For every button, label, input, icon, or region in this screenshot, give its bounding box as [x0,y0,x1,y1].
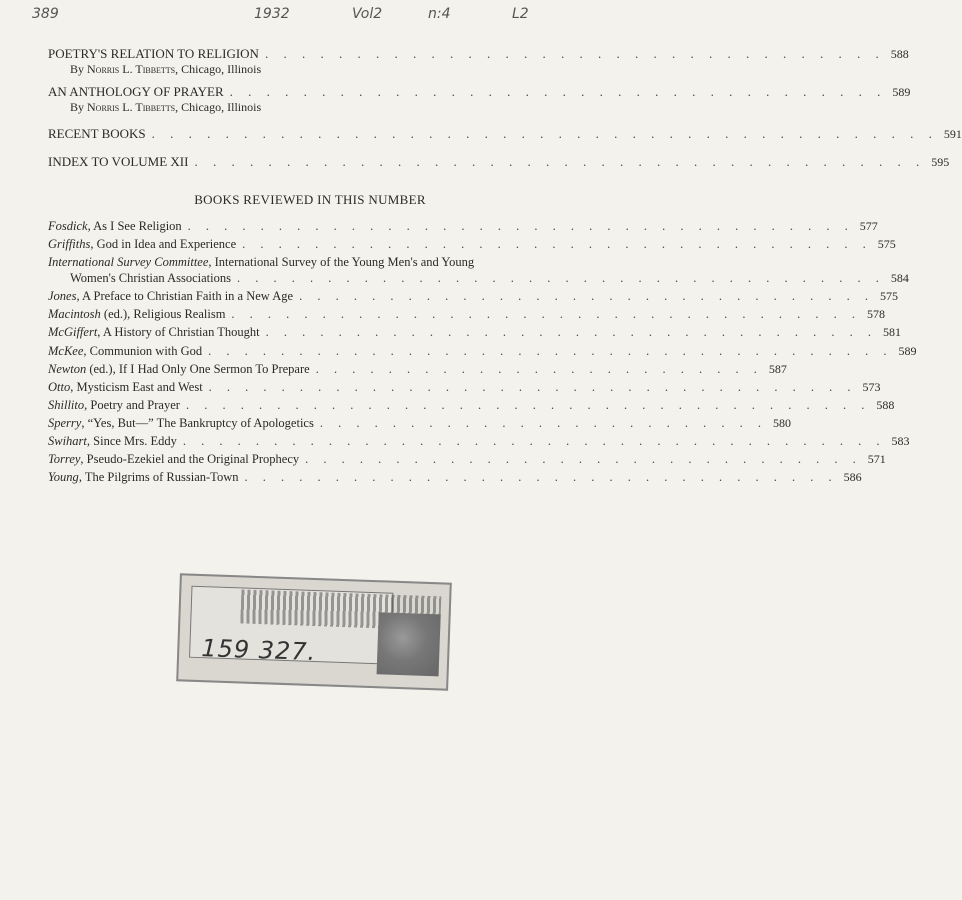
book-row: Sperry, “Yes, But—” The Bankruptcy of Apologetics . . . . . . . . . . . . . . . . . . . . . . . . . 580 [48,416,791,430]
book-row: McGiffert, A History of Christian Thought . . . . . . . . . . . . . . . . . . . . . . . . . . . . . . . . . . 581 [48,325,901,339]
entry-page: 589 [892,85,911,99]
book-row: McKee, Communion with God . . . . . . . . . . . . . . . . . . . . . . . . . . . . . . . . . . . . . . 589 [48,344,917,358]
entry-author: Norris L. Tibbetts [87,100,176,114]
book-row: Otto, Mysticism East and West . . . . . . . . . . . . . . . . . . . . . . . . . . . . . . . . . . . . 573 [48,380,881,394]
book-row: Torrey, Pseudo-Ezekiel and the Original Prophecy . . . . . . . . . . . . . . . . . . . . . . . . . . . . . . . 571 [48,452,886,466]
handwritten-note-1: 389 [32,6,59,22]
book-row: Swihart, Since Mrs. Eddy . . . . . . . . . . . . . . . . . . . . . . . . . . . . . . . . . . . . . . . 583 [48,434,910,448]
handwritten-note-volume: Vol2 [352,6,383,22]
entry-title: AN ANTHOLOGY OF PRAYER [48,84,224,99]
book-row: Shillito, Poetry and Prayer . . . . . . . . . . . . . . . . . . . . . . . . . . . . . . . . . . . . . . 588 [48,398,895,412]
seal-icon [377,612,441,676]
contents-entry-poetry: POETRY'S RELATION TO RELIGION . . . . . . . . . . . . . . . . . . . . . . . . . . . . . . . . . . 588 By Norris L. Tibbetts, Chicago, Illinois [48,46,909,76]
contents-entry-recent-books: RECENT BOOKS . . . . . . . . . . . . . . . . . . . . . . . . . . . . . . . . . . . . . . . . . . . 591 [48,126,962,141]
book-row: Fosdick, As I See Religion . . . . . . . . . . . . . . . . . . . . . . . . . . . . . . . . . . . . . 577 [48,219,878,233]
entry-page: 595 [931,155,950,169]
handwritten-note-year: 1932 [254,6,290,22]
entry-page: 588 [890,47,909,61]
entry-title: POETRY'S RELATION TO RELIGION [48,46,259,61]
entry-title: RECENT BOOKS [48,126,146,141]
contents-entry-anthology: AN ANTHOLOGY OF PRAYER . . . . . . . . . . . . . . . . . . . . . . . . . . . . . . . . . . . . 589 By Norris L. Tibbetts, Chicago, Illinois [48,84,911,114]
library-stamp [176,573,452,690]
stamp-number: 159 327. [200,634,317,667]
entry-page: 591 [943,127,962,141]
entry-author: Norris L. Tibbetts [87,62,176,76]
book-row: Jones, A Preface to Christian Faith in a New Age . . . . . . . . . . . . . . . . . . . . . . . . . . . . . . . . 575 [48,289,898,303]
book-row: Young, The Pilgrims of Russian-Town . . . . . . . . . . . . . . . . . . . . . . . . . . . . . . . . . 586 [48,470,862,484]
book-row: Griffiths, God in Idea and Experience . . . . . . . . . . . . . . . . . . . . . . . . . . . . . . . . . . . 575 [48,237,896,251]
book-row: Macintosh (ed.), Religious Realism . . . . . . . . . . . . . . . . . . . . . . . . . . . . . . . . . . . 578 [48,307,886,321]
entry-title: INDEX TO VOLUME XII [48,154,189,169]
book-row: International Survey Committee, International Survey of the Young Men's and Young Women's Christian Associations . . . . . . . . . . . . . . . . . . . . . . . . . . . . . . . . . . . . 584 [48,255,909,285]
contents-entry-index: INDEX TO VOLUME XII . . . . . . . . . . . . . . . . . . . . . . . . . . . . . . . . . . . . . . . . 595 [48,154,950,169]
books-reviewed-heading: BOOKS REVIEWED IN THIS NUMBER [194,192,426,207]
handwritten-note-code: L2 [512,6,529,22]
handwritten-note-number: n:4 [428,6,451,22]
book-row: Newton (ed.), If I Had Only One Sermon To Prepare . . . . . . . . . . . . . . . . . . . . . . . . . 587 [48,362,787,376]
